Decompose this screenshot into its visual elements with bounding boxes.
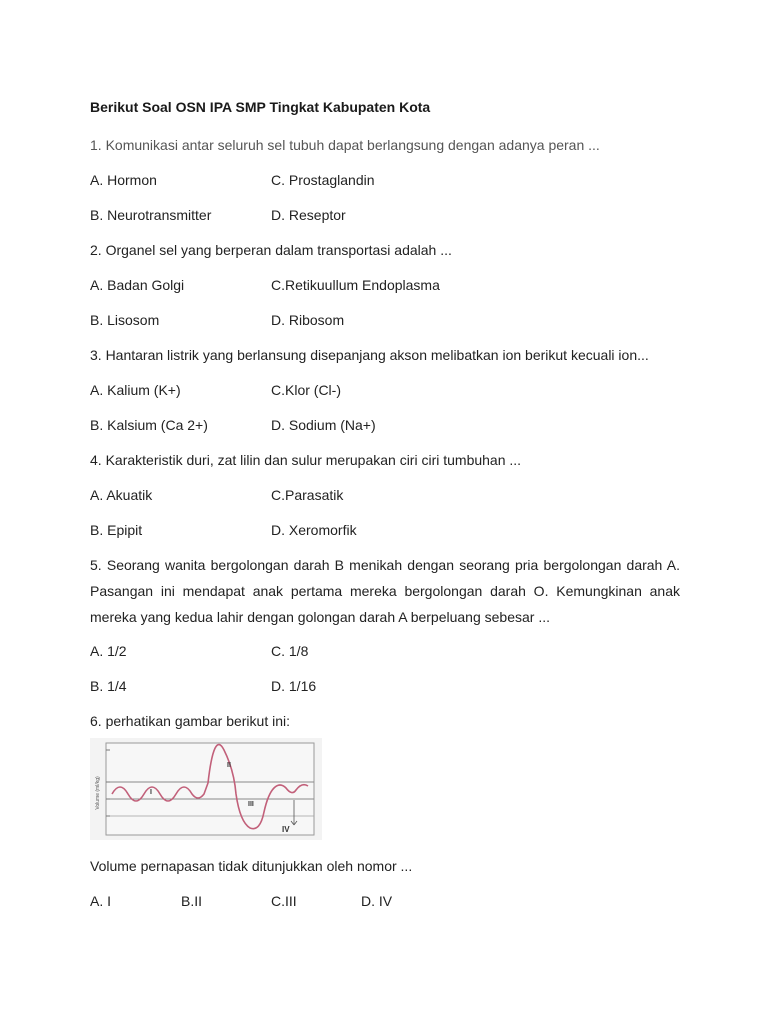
document-title: Berikut Soal OSN IPA SMP Tingkat Kabupaten Kota [90, 99, 431, 115]
question-6-option-a: A. I [90, 893, 112, 909]
question-2-options-row-1 [90, 277, 680, 295]
question-4-option-d: D. Xeromorfik [271, 522, 357, 538]
question-4-options-row-1 [90, 487, 680, 505]
question-5-option-c: C. 1/8 [271, 643, 309, 659]
question-3-text: 3. Hantaran listrik yang berlansung disepanjang akson melibatkan ion berikut kecuali ion... [90, 347, 649, 363]
question-4-option-c: C.Parasatik [271, 487, 344, 503]
question-5-option-b: B. 1/4 [90, 678, 127, 694]
graph-marker-4-label: IV [282, 825, 290, 834]
question-1-option-a: A. Hormon [90, 172, 157, 188]
question-5-text: 5. Seorang wanita bergolongan darah B menikah dengan seorang pria bergolongan darah A. Pasangan ini mendapat anak pertama mereka bergolongan darah O. Kemungkinan anak mereka yang kedua lahir dengan golongan darah A berpeluang sebesar ... [90, 557, 680, 625]
question-4-option-b: B. Epipit [90, 522, 143, 538]
question-5-options-row-2 [90, 678, 680, 696]
question-3-option-c: C.Klor (Cl-) [271, 382, 341, 398]
question-2-options-row-2 [90, 312, 680, 330]
question-2-option-d: D. Ribosom [271, 312, 345, 328]
question-3-option-d: D. Sodium (Na+) [271, 417, 376, 433]
graph-marker-2-label: II [227, 762, 231, 769]
question-5-options-row-1 [90, 643, 680, 661]
question-6-options-row [90, 893, 680, 911]
question-6-option-d: D. IV [361, 893, 393, 909]
respiratory-volume-figure [90, 738, 322, 840]
question-3-option-a: A. Kalium (K+) [90, 382, 181, 398]
question-1-options-row-2 [90, 207, 680, 225]
question-3-options-row-2 [90, 417, 680, 435]
question-2-text: 2. Organel sel yang berperan dalam transportasi adalah ... [90, 242, 452, 258]
question-6-option-b: B.II [181, 893, 203, 909]
question-6-option-c: C.III [271, 893, 297, 909]
question-1-option-c: C. Prostaglandin [271, 172, 375, 188]
graph-marker-1-label: I [150, 789, 152, 796]
question-4-options-row-2 [90, 522, 680, 540]
graph-marker-3-label: III [248, 801, 254, 808]
respiratory-volume-graph [90, 738, 322, 840]
question-4-text: 4. Karakteristik duri, zat lilin dan sulur merupakan ciri ciri tumbuhan ... [90, 452, 522, 468]
question-3-options-row-1 [90, 382, 680, 400]
question-5-option-a: A. 1/2 [90, 643, 127, 659]
question-2-option-b: B. Lisosom [90, 312, 160, 328]
question-6-text: 6. perhatikan gambar berikut ini: [90, 713, 290, 729]
question-1-option-d: D. Reseptor [271, 207, 346, 223]
question-1-text: 1. Komunikasi antar seluruh sel tubuh dapat berlangsung dengan adanya peran ... [90, 137, 600, 153]
question-6-prompt: Volume pernapasan tidak ditunjukkan oleh nomor ... [90, 858, 413, 874]
question-1-options-row-1 [90, 172, 680, 190]
question-4-option-a: A. Akuatik [90, 487, 153, 503]
graph-y-axis-label: Volume (ml/kg) [95, 776, 101, 810]
question-1-option-b: B. Neurotransmitter [90, 207, 212, 223]
question-5-option-d: D. 1/16 [271, 678, 317, 694]
question-2-option-c: C.Retikuullum Endoplasma [271, 277, 440, 293]
question-3-option-b: B. Kalsium (Ca 2+) [90, 417, 208, 433]
question-2-option-a: A. Badan Golgi [90, 277, 185, 293]
graph-frame [106, 743, 314, 835]
